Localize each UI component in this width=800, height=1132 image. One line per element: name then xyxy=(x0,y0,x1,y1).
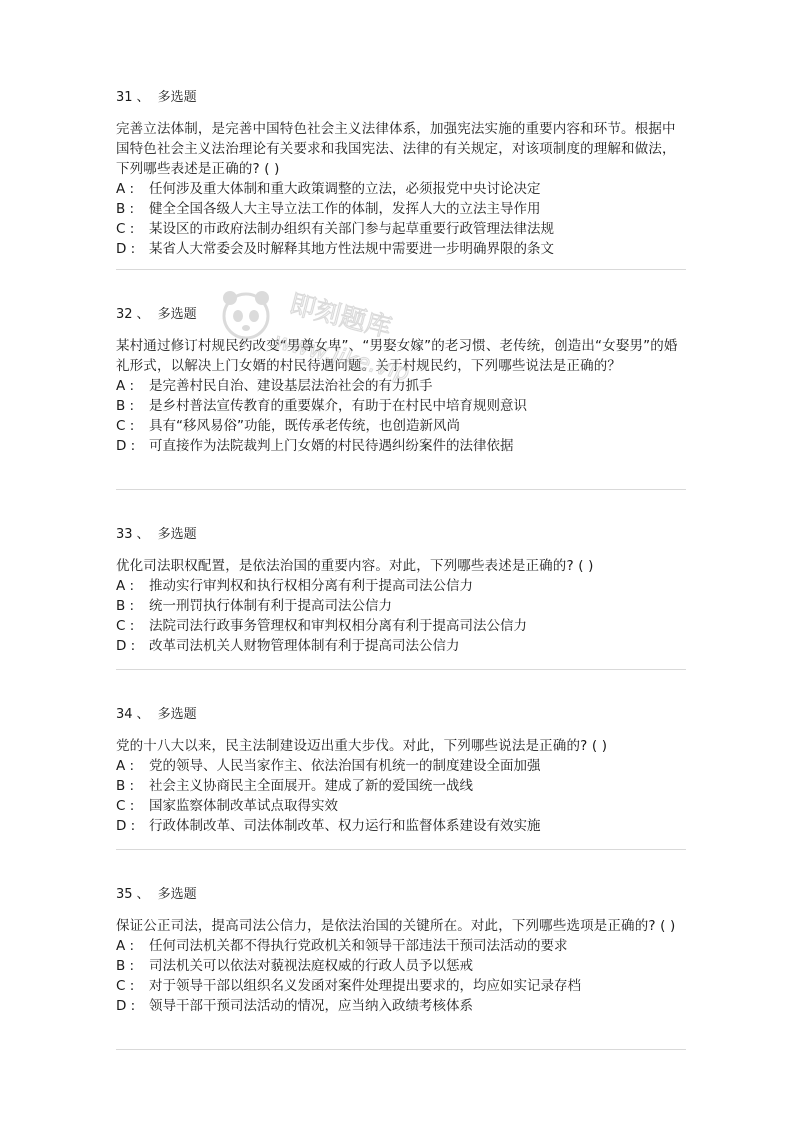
question-31 xyxy=(116,88,686,259)
option-letter: C : xyxy=(116,221,135,237)
option-letter: D : xyxy=(116,818,136,834)
option-text: 可直接作为法院裁判上门女婿的村民待遇纠纷案件的法律依据 xyxy=(149,438,514,454)
option-a xyxy=(116,376,686,396)
option-a xyxy=(116,179,686,199)
question-type: 多选题 xyxy=(157,307,197,322)
question-33 xyxy=(116,525,686,656)
question-divider xyxy=(116,269,686,270)
option-text: 法院司法行政事务管理权和审判权相分离有利于提高司法公信力 xyxy=(149,618,527,634)
question-stem: 某村通过修订村规民约改变“男尊女卑”、“男娶女嫁”的老习惯、老传统，创造出“女娶男”的婚礼形式，以解决上门女婿的村民待遇问题。关于村规民约，下列哪些说法是正确的？ xyxy=(116,338,678,374)
question-stem: 优化司法职权配置，是依法治国的重要内容。对此，下列哪些表述是正确的? ( ) xyxy=(116,558,594,574)
option-d xyxy=(116,816,686,836)
option-c xyxy=(116,416,686,436)
option-b xyxy=(116,776,686,796)
option-letter: C : xyxy=(116,978,135,994)
question-divider xyxy=(116,1049,686,1050)
option-d xyxy=(116,239,686,259)
option-a xyxy=(116,936,686,956)
option-list xyxy=(116,179,686,259)
option-letter: B : xyxy=(116,778,135,794)
option-letter: B : xyxy=(116,398,135,414)
option-d xyxy=(116,996,686,1016)
option-text: 任何司法机关都不得执行党政机关和领导干部违法干预司法活动的要求 xyxy=(149,938,568,954)
option-c xyxy=(116,219,686,239)
option-letter: D : xyxy=(116,638,136,654)
option-c xyxy=(116,796,686,816)
option-b xyxy=(116,199,686,219)
question-type: 多选题 xyxy=(157,527,197,542)
option-text: 领导干部干预司法活动的情况，应当纳入政绩考核体系 xyxy=(149,998,473,1014)
question-header: 31 、 多选题 xyxy=(116,90,197,105)
option-letter: A : xyxy=(116,758,135,774)
option-letter: A : xyxy=(116,578,135,594)
option-text: 推动实行审判权和执行权相分离有利于提高司法公信力 xyxy=(149,578,473,594)
option-letter: B : xyxy=(116,958,135,974)
option-letter: C : xyxy=(116,418,135,434)
option-text: 社会主义协商民主全面展开。建成了新的爱国统一战线 xyxy=(149,778,473,794)
option-letter: D : xyxy=(116,438,136,454)
option-b xyxy=(116,396,686,416)
question-number: 32 xyxy=(116,307,133,322)
option-text: 是乡村普法宣传教育的重要媒介，有助于在村民中培育规则意识 xyxy=(149,398,527,414)
question-stem: 党的十八大以来，民主法制建设迈出重大步伐。对此，下列哪些说法是正确的? ( ) xyxy=(116,738,608,754)
question-number: 34 xyxy=(116,707,133,722)
option-b xyxy=(116,596,686,616)
watermark-url-text: www.jike.vip xyxy=(271,328,412,387)
option-list xyxy=(116,756,686,836)
option-letter: C : xyxy=(116,618,135,634)
option-d xyxy=(116,636,686,656)
question-divider xyxy=(116,849,686,850)
option-letter: C : xyxy=(116,798,135,814)
option-letter: D : xyxy=(116,998,136,1014)
question-35 xyxy=(116,885,686,1016)
option-list xyxy=(116,936,686,1016)
question-stem: 保证公正司法，提高司法公信力，是依法治国的关键所在。对此，下列哪些选项是正确的? ( ) xyxy=(116,918,676,934)
option-list xyxy=(116,376,686,456)
option-c xyxy=(116,976,686,996)
question-header: 33 、 多选题 xyxy=(116,527,197,542)
option-letter: B : xyxy=(116,598,135,614)
option-text: 党的领导、人民当家作主、依法治国有机统一的制度建设全面加强 xyxy=(149,758,541,774)
option-list xyxy=(116,576,686,656)
option-text: 某设区的市政府法制办组织有关部门参与起草重要行政管理法律法规 xyxy=(149,221,554,237)
option-letter: A : xyxy=(116,181,135,197)
question-type: 多选题 xyxy=(157,887,197,902)
option-text: 是完善村民自治、建设基层法治社会的有力抓手 xyxy=(149,378,433,394)
question-divider xyxy=(116,489,686,490)
option-text: 司法机关可以依法对藐视法庭权威的行政人员予以惩戒 xyxy=(149,958,473,974)
option-letter: B : xyxy=(116,201,135,217)
option-text: 行政体制改革、司法体制改革、权力运行和监督体系建设有效实施 xyxy=(149,818,541,834)
option-c xyxy=(116,616,686,636)
question-number: 31 xyxy=(116,90,133,105)
option-text: 对于领导干部以组织名义发函对案件处理提出要求的，均应如实记录存档 xyxy=(149,978,581,994)
question-32 xyxy=(116,305,686,456)
question-34 xyxy=(116,705,686,836)
option-letter: A : xyxy=(116,938,135,954)
option-letter: A : xyxy=(116,378,135,394)
option-b xyxy=(116,956,686,976)
question-type: 多选题 xyxy=(157,90,197,105)
question-stem: 完善立法体制，是完善中国特色社会主义法律体系，加强宪法实施的重要内容和环节。根据中国特色社会主义法治理论有关要求和我国宪法、法律的有关规定，对该项制度的理解和做法，下列哪些表述是正确的? ( ) xyxy=(116,121,676,177)
watermark-brand-text: 即刻题库 xyxy=(286,289,395,344)
question-number: 35 xyxy=(116,887,133,902)
question-number: 33 xyxy=(116,527,133,542)
option-a xyxy=(116,756,686,776)
option-text: 任何涉及重大体制和重大政策调整的立法，必须报党中央讨论决定 xyxy=(149,181,541,197)
question-type: 多选题 xyxy=(157,707,197,722)
question-header: 34 、 多选题 xyxy=(116,707,197,722)
option-text: 改革司法机关人财物管理体制有利于提高司法公信力 xyxy=(149,638,460,654)
option-d xyxy=(116,436,686,456)
option-text: 健全全国各级人大主导立法工作的体制，发挥人大的立法主导作用 xyxy=(149,201,541,217)
option-text: 具有“移风易俗”功能，既传承老传统，也创造新风尚 xyxy=(149,418,460,434)
option-text: 统一刑罚执行体制有利于提高司法公信力 xyxy=(149,598,392,614)
option-a xyxy=(116,576,686,596)
question-header: 32 、 多选题 xyxy=(116,307,197,322)
question-header: 35 、 多选题 xyxy=(116,887,197,902)
question-divider xyxy=(116,669,686,670)
option-text: 某省人大常委会及时解释其地方性法规中需要进一步明确界限的条文 xyxy=(149,241,554,257)
option-letter: D : xyxy=(116,241,136,257)
option-text: 国家监察体制改革试点取得实效 xyxy=(149,798,338,814)
